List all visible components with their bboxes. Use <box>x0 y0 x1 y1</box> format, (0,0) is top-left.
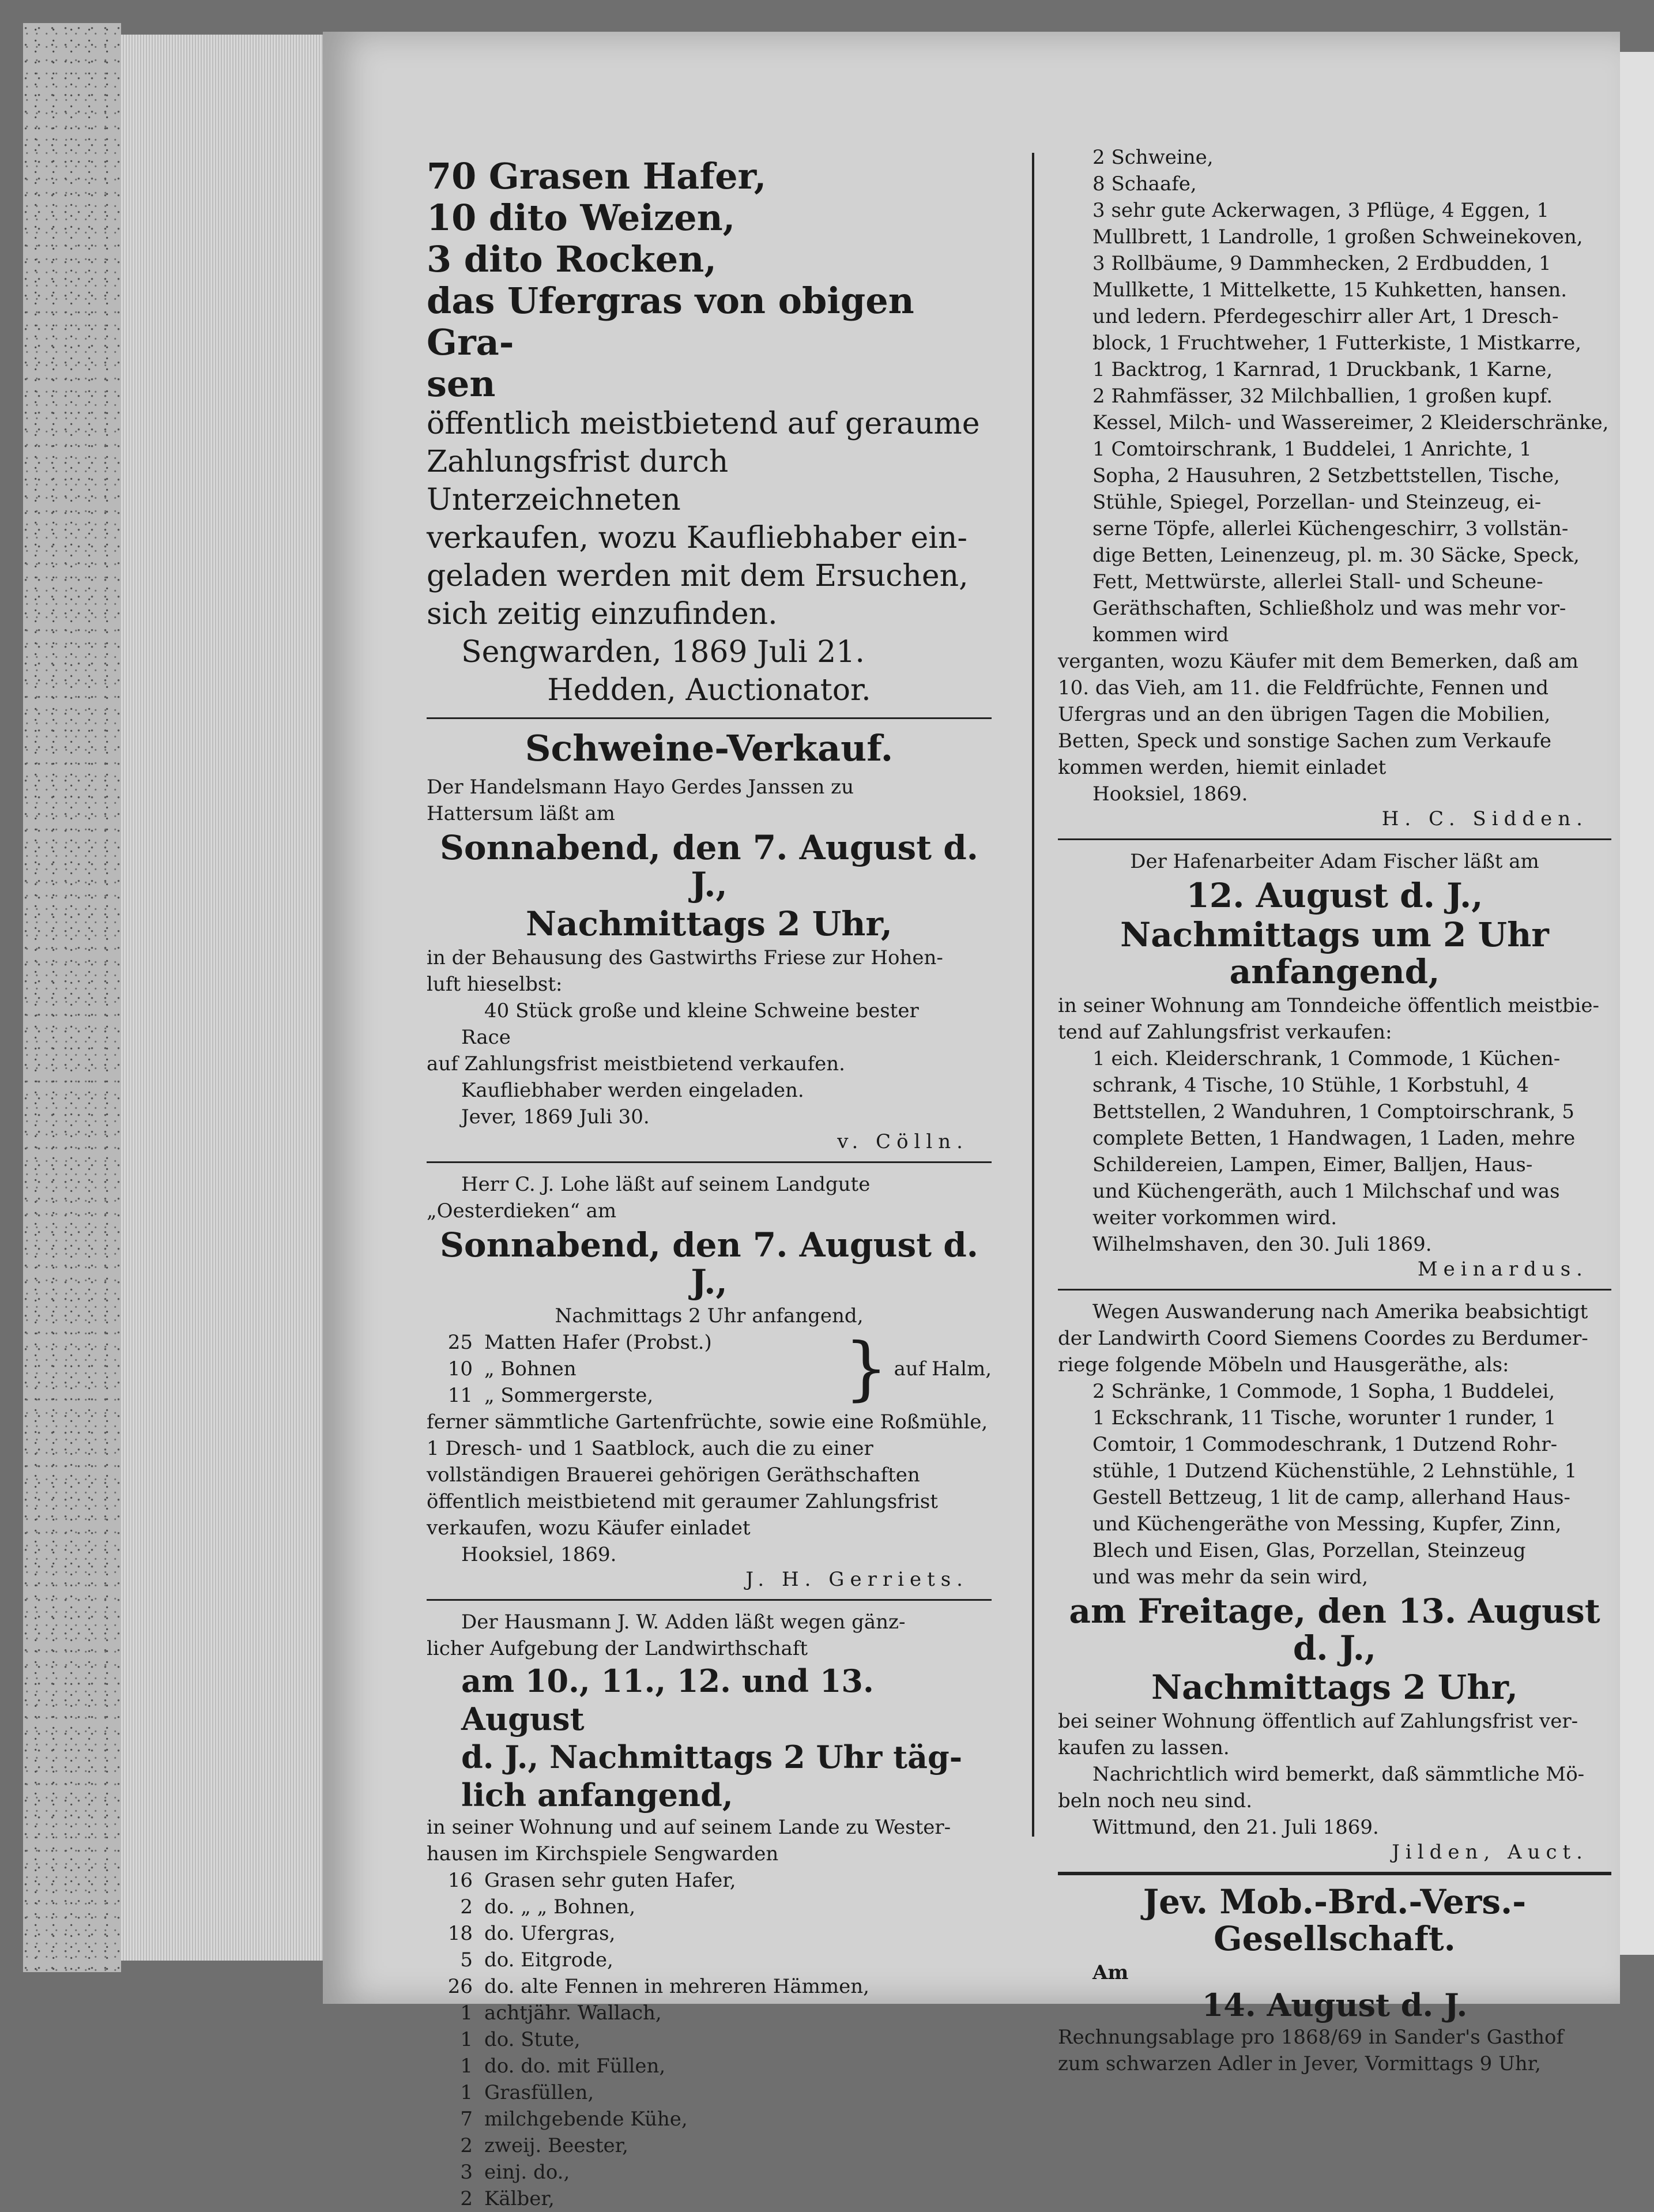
ad-text: ferner sämmtliche Gartenfrüchte, sowie eine Roßmühle, <box>427 1410 988 1434</box>
ad-text: Kessel, Milch- und Wassereimer, 2 Kleiderschränke, <box>1092 411 1609 434</box>
list-item: 1 do. do. mit Füllen, <box>460 2055 666 2078</box>
ad-intro: Der Hafenarbeiter Adam Fischer läßt am <box>1130 850 1539 873</box>
ad-text: 2 Rahmfässer, 32 Milchballien, 1 großen kupf. <box>1092 385 1553 408</box>
facing-page-edge <box>1620 52 1654 1955</box>
list-item: 7 milchgebende Kühe, <box>460 2108 688 2131</box>
list-item: 1 do. Stute, <box>460 2028 581 2051</box>
ad-item: Bettstellen, 2 Wanduhren, 1 Comptoirschrank, 5 <box>1092 1100 1574 1123</box>
ad-time: Nachmittags um 2 Uhr anfangend, <box>1120 915 1549 991</box>
ad-item: 2 Schweine, <box>1092 146 1214 169</box>
ad-intro: „Oesterdieken“ am <box>427 1199 617 1222</box>
left-column <box>427 156 992 2212</box>
ad-date: Sonnabend, den 7. August d. J., <box>440 1225 978 1301</box>
list-item: 16 Grasen sehr guten Hafer, <box>447 1869 736 1892</box>
ad-schweine-verkauf <box>427 727 992 1153</box>
ad-item: 1 eich. Kleiderschrank, 1 Commode, 1 Küchen- <box>1092 1047 1561 1070</box>
column-divider <box>1032 153 1034 1837</box>
ad-text: in seiner Wohnung am Tonndeiche öffentlich meistbie- <box>1058 994 1600 1017</box>
divider <box>1058 1289 1611 1291</box>
ad-text: Betten, Speck und sonstige Sachen zum Verkaufe <box>1058 729 1552 753</box>
ad-text: kommen werden, hiemit einladet <box>1058 756 1387 779</box>
ad-text: bei seiner Wohnung öffentlich auf Zahlungsfrist ver- <box>1058 1710 1578 1733</box>
ad-text: 3 sehr gute Ackerwagen, 3 Pflüge, 4 Eggen, 1 <box>1092 199 1550 222</box>
ad-intro: Der Hausmann J. W. Adden läßt wegen gänz- <box>461 1611 906 1634</box>
ad-intro: Wegen Auswanderung nach Amerika beabsichtigt <box>1092 1300 1588 1323</box>
ad-text: auf Zahlungsfrist meistbietend verkaufen. <box>427 1052 845 1075</box>
ad-text: Geräthschaften, Schließholz und was mehr vor- <box>1092 597 1566 620</box>
ad-fischer <box>1058 848 1611 1281</box>
signature: v. Cölln. <box>837 1130 969 1153</box>
ad-item: Blech und Eisen, Glas, Porzellan, Steinzeug <box>1092 1539 1526 1562</box>
place-date: Hooksiel, 1869. <box>1092 783 1248 806</box>
list-item: 18 do. Ufergras, <box>447 1922 616 1945</box>
ad-text: tend auf Zahlungsfrist verkaufen: <box>1058 1021 1392 1044</box>
list-item: 25 Matten Hafer (Probst.) <box>447 1331 712 1354</box>
ad-item: weiter vorkommen wird. <box>1092 1206 1337 1229</box>
item-list <box>427 1867 992 2212</box>
signature: Meinardus. <box>1417 1258 1588 1281</box>
ad-text: Ufergras und an den übrigen Tagen die Mobilien, <box>1058 703 1551 726</box>
place-date: Hooksiel, 1869. <box>461 1543 617 1566</box>
divider <box>427 1161 992 1163</box>
ad-text: Mullkette, 1 Mittelkette, 15 Kuhketten, hansen. <box>1092 279 1568 302</box>
ad-text: 1 Backtrog, 1 Karnrad, 1 Druckbank, 1 Karne, <box>1092 358 1553 381</box>
ad-body: geladen werden mit dem Ersuchen, <box>427 559 969 593</box>
ad-item: 40 Stück große und kleine Schweine bester <box>484 999 919 1022</box>
ad-intro: licher Aufgebung der Landwirthschaft <box>427 1637 808 1660</box>
ad-text: Fett, Mettwürste, allerlei Stall- und Scheune- <box>1092 570 1543 593</box>
ad-versicherung <box>1058 1883 1611 2077</box>
ad-title: Jev. Mob.-Brd.-Vers.-Gesellschaft. <box>1143 1882 1527 1958</box>
ad-text: in der Behausung des Gastwirths Friese zur Hohen- <box>427 946 943 969</box>
ad-time: Nachmittags 2 Uhr, <box>526 904 892 943</box>
ad-body: Zahlungsfrist durch Unterzeichneten <box>427 445 729 517</box>
ad-text: luft hieselbst: <box>427 973 563 996</box>
ad-body: sich zeitig einzufinden. <box>427 597 778 631</box>
ad-item: stühle, 1 Dutzend Küchenstühle, 2 Lehnstühle, 1 <box>1092 1459 1577 1483</box>
ad-line: sen <box>427 363 496 405</box>
ad-item: 2 Schränke, 1 Commode, 1 Sopha, 1 Buddelei, <box>1092 1380 1555 1403</box>
divider <box>427 717 992 719</box>
bracket-label: auf Halm, <box>894 1357 992 1380</box>
ad-text: Kaufliebhaber werden eingeladen. <box>461 1079 804 1102</box>
ad-intro: riege folgende Möbeln und Hausgeräthe, als: <box>1058 1353 1509 1376</box>
ad-text: 1 Comtoirschrank, 1 Buddelei, 1 Anrichte, 1 <box>1092 438 1532 461</box>
ad-item: und was mehr da sein wird, <box>1092 1566 1369 1589</box>
ad-text: vollständigen Brauerei gehörigen Geräthschaften <box>427 1464 920 1487</box>
ad-adden <box>427 1609 992 2212</box>
signature: Jilden, Auct. <box>1392 1841 1588 1864</box>
ad-intro: Herr C. J. Lohe läßt auf seinem Landgute <box>461 1173 871 1196</box>
ad-date: Sonnabend, den 7. August d. J., <box>440 828 978 904</box>
ad-coordes <box>1058 1299 1611 1864</box>
ad-text: hausen im Kirchspiele Sengwarden <box>427 1842 779 1865</box>
signature: J. H. Gerriets. <box>745 1568 969 1591</box>
ad-line: 3 dito Rocken, <box>427 238 717 280</box>
list-item: 2 Kälber, <box>460 2187 555 2210</box>
ad-date: lich anfangend, <box>461 1777 733 1814</box>
ad-time: Nachmittags 2 Uhr anfangend, <box>555 1304 864 1327</box>
ad-date: 12. August d. J., <box>1186 876 1483 915</box>
ad-body: öffentlich meistbietend auf geraume <box>427 407 980 441</box>
ad-item: Comtoir, 1 Commodeschrank, 1 Dutzend Rohr- <box>1092 1433 1558 1456</box>
divider <box>1058 838 1611 840</box>
ad-line: 10 dito Weizen, <box>427 197 736 239</box>
list-item: 10 „ Bohnen <box>447 1357 577 1380</box>
ad-intro: Der Handelsmann Hayo Gerdes Janssen zu <box>427 776 854 799</box>
book-cover <box>23 23 121 1972</box>
list-item: 26 do. alte Fennen in mehreren Hämmen, <box>447 1975 869 1998</box>
ad-text: Sopha, 2 Hausuhren, 2 Setzbettstellen, Tische, <box>1092 464 1560 487</box>
ad-line: das Ufergras von obigen Gra- <box>427 280 914 363</box>
list-item: 5 do. Eitgrode, <box>460 1948 613 1972</box>
ad-text: kommen wird <box>1092 623 1229 646</box>
ad-text: Stühle, Spiegel, Porzellan- und Steinzeug, ei- <box>1092 491 1542 514</box>
list-item: 11 „ Sommergerste, <box>447 1384 654 1407</box>
ad-text: 10. das Vieh, am 11. die Feldfrüchte, Fennen und <box>1058 676 1548 699</box>
ad-text: und ledern. Pferdegeschirr aller Art, 1 Dresch- <box>1092 305 1559 328</box>
ad-text: verkaufen, wozu Käufer einladet <box>427 1517 751 1540</box>
place-date: Wilhelmshaven, den 30. Juli 1869. <box>1092 1233 1432 1256</box>
ad-text: dige Betten, Leinenzeug, pl. m. 30 Säcke, Speck, <box>1092 544 1580 567</box>
place-date: Wittmund, den 21. Juli 1869. <box>1092 1816 1379 1839</box>
list-item: 3 einj. do., <box>460 2161 570 2184</box>
ad-date: am 10., 11., 12. und 13. August <box>461 1662 874 1737</box>
ad-text: Mullbrett, 1 Landrolle, 1 großen Schweinekoven, <box>1092 225 1583 249</box>
ad-item: und Küchengeräthe von Messing, Kupfer, Zinn, <box>1092 1513 1562 1536</box>
ad-text: öffentlich meistbietend mit geraumer Zahlungsfrist <box>427 1490 938 1513</box>
ad-date: 14. August d. J. <box>1201 1987 1468 2023</box>
ad-text: Rechnungsablage pro 1868/69 in Sander's Gasthof <box>1058 2026 1564 2049</box>
ad-text: verganten, wozu Käufer mit dem Bemerken, daß am <box>1058 650 1578 673</box>
ad-body: verkaufen, wozu Kaufliebhaber ein- <box>427 521 967 555</box>
divider <box>1058 1872 1611 1875</box>
ad-text: block, 1 Fruchtweher, 1 Futterkiste, 1 Mistkarre, <box>1092 332 1582 355</box>
ad-title: Schweine-Verkauf. <box>525 727 894 769</box>
ad-time: Nachmittags 2 Uhr, <box>1151 1668 1518 1707</box>
brace-icon: } <box>844 1329 888 1409</box>
ad-note: Nachrichtlich wird bemerkt, daß sämmtliche Mö- <box>1092 1763 1585 1786</box>
ad-text: 1 Dresch- und 1 Saatblock, auch die zu einer <box>427 1437 873 1460</box>
list-item: 1 achtjähr. Wallach, <box>460 2002 662 2025</box>
ad-item: 8 Schaafe, <box>1092 172 1197 195</box>
ad-text: 3 Rollbäume, 9 Dammhecken, 2 Erdbudden, 1 <box>1092 252 1551 275</box>
ad-text: zum schwarzen Adler in Jever, Vormittags 9 Uhr, <box>1058 2052 1541 2075</box>
ad-item: Gestell Bettzeug, 1 lit de camp, allerhand Haus- <box>1092 1486 1570 1509</box>
ad-item: und Küchengeräth, auch 1 Milchschaf und was <box>1092 1180 1560 1203</box>
place-date: Sengwarden, 1869 Juli 21. <box>461 635 865 669</box>
ad-text: kaufen zu lassen. <box>1058 1736 1230 1759</box>
list-item: 2 zweij. Beester, <box>460 2134 628 2157</box>
ad-grasen-hafer <box>427 156 992 709</box>
ad-continuation <box>1058 144 1611 830</box>
ad-date: am Freitage, den 13. August d. J., <box>1069 1592 1600 1668</box>
ad-intro: Hattersum läßt am <box>427 802 615 825</box>
signature: Hedden, Auctionator. <box>547 673 871 708</box>
ad-date: d. J., Nachmittags 2 Uhr täg- <box>461 1739 963 1775</box>
ad-item: schrank, 4 Tische, 10 Stühle, 1 Korbstuhl, 4 <box>1092 1074 1529 1097</box>
ad-lohe <box>427 1171 992 1591</box>
ad-item: complete Betten, 1 Handwagen, 1 Laden, mehre <box>1092 1127 1576 1150</box>
ad-intro: der Landwirth Coord Siemens Coordes zu Berdumer- <box>1058 1327 1588 1350</box>
divider <box>427 1599 992 1601</box>
signature: H. C. Sidden. <box>1381 807 1588 830</box>
ad-line: 70 Grasen Hafer, <box>427 155 767 197</box>
crop-list <box>427 1329 992 1409</box>
ad-item: Race <box>461 1026 511 1049</box>
place-date: Jever, 1869 Juli 30. <box>461 1105 650 1128</box>
ad-item: Schildereien, Lampen, Eimer, Balljen, Haus- <box>1092 1153 1533 1176</box>
ad-text: in seiner Wohnung und auf seinem Lande zu Wester- <box>427 1816 951 1839</box>
ad-note: beln noch neu sind. <box>1058 1789 1253 1812</box>
ad-text: serne Töpfe, allerlei Küchengeschirr, 3 vollstän- <box>1092 517 1569 540</box>
page-edges <box>121 35 334 1961</box>
list-item: 2 do. „ „ Bohnen, <box>460 1895 636 1918</box>
list-item: 1 Grasfüllen, <box>460 2081 594 2104</box>
ad-am: Am <box>1092 1961 1129 1984</box>
ad-item: 1 Eckschrank, 11 Tische, worunter 1 runder, 1 <box>1092 1406 1557 1429</box>
right-column <box>1058 144 1611 2077</box>
